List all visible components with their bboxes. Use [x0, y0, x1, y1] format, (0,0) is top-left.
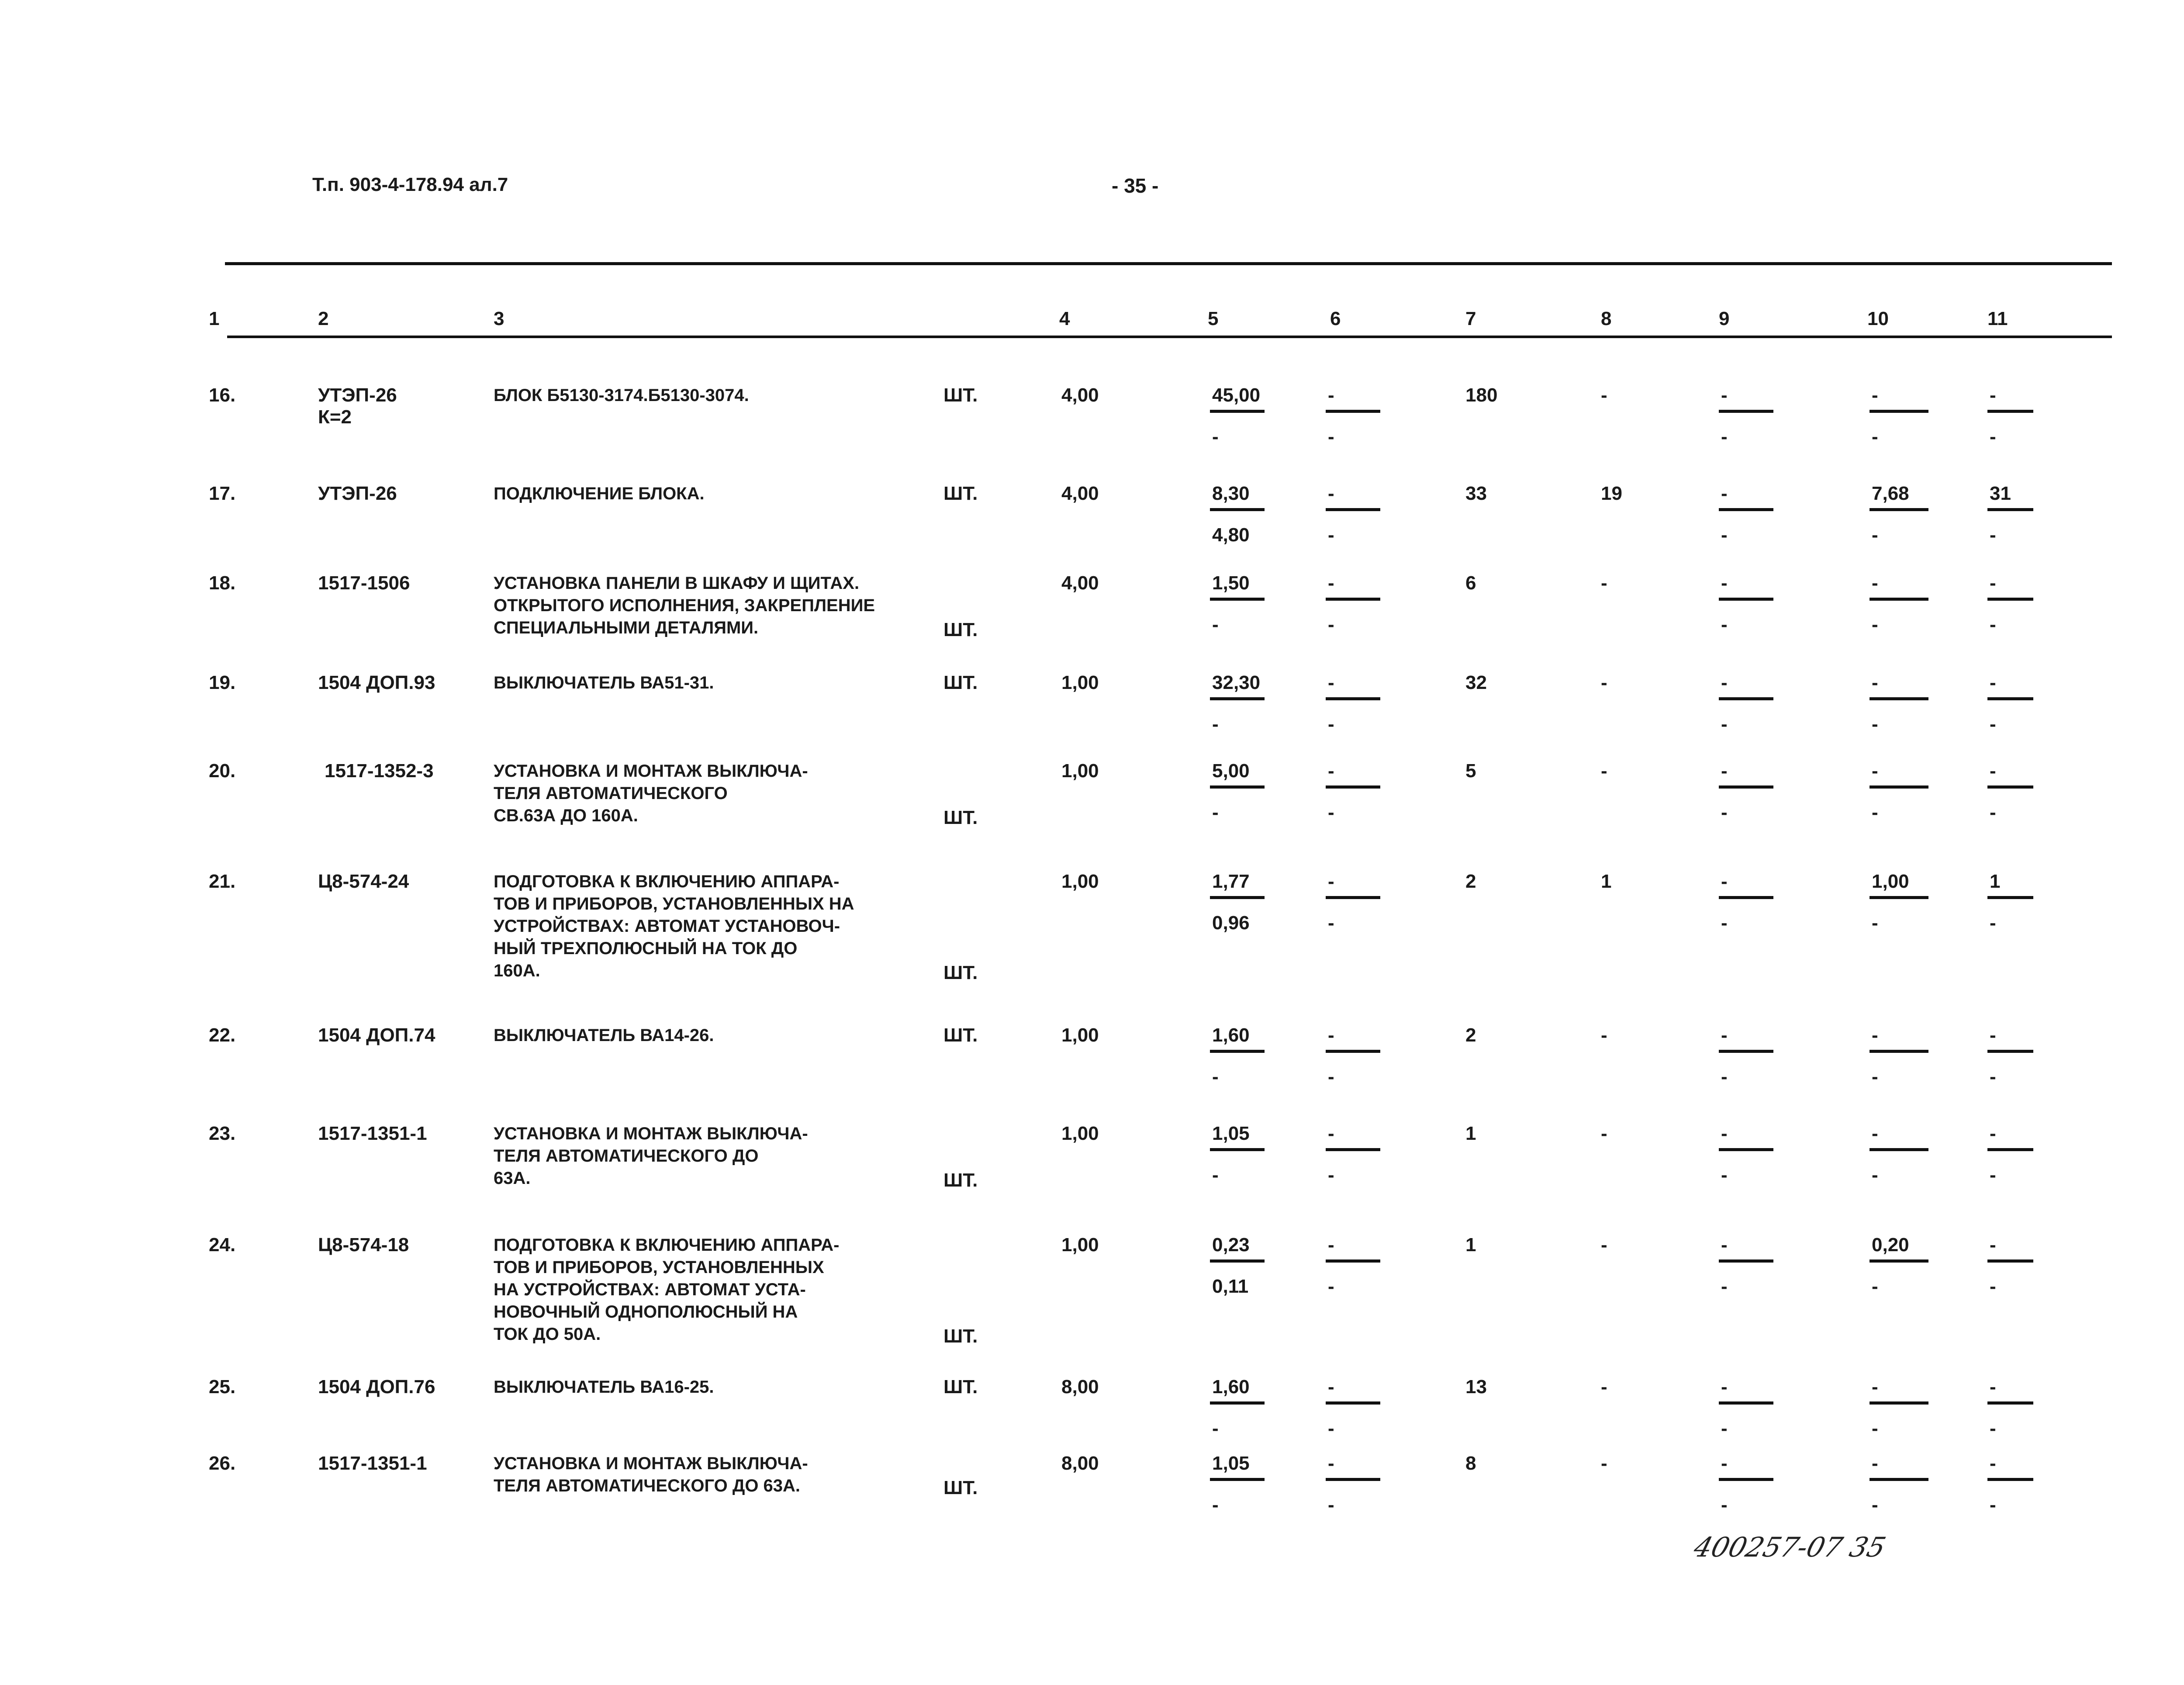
fraction-rule-c10 — [1870, 1050, 1928, 1053]
cell-c9-bottom: - — [1721, 524, 1728, 546]
fraction-rule-c9 — [1719, 896, 1773, 899]
fraction-rule-c11 — [1987, 598, 2033, 601]
cell-c10-top: - — [1872, 572, 1878, 594]
fraction-rule-c11 — [1987, 1478, 2033, 1481]
fraction-rule-c9 — [1719, 697, 1773, 700]
row-unit: ШТ. — [943, 1024, 978, 1046]
row-unit: ШТ. — [943, 1325, 978, 1347]
fraction-rule-c10 — [1870, 785, 1928, 789]
column-number-8: 8 — [1601, 308, 1612, 329]
document-reference: Т.п. 903-4-178.94 ал.7 — [312, 174, 508, 195]
row-code: 1504 ДОП.76 — [318, 1376, 435, 1398]
cell-c10-bottom: - — [1872, 713, 1878, 735]
cell-c10-top: 7,68 — [1872, 483, 1909, 504]
row-code: УТЭП-26 — [318, 384, 397, 406]
column-number-2: 2 — [318, 308, 329, 329]
row-number: 25. — [209, 1376, 236, 1398]
row-description-line: ТОВ И ПРИБОРОВ, УСТАНОВЛЕННЫХ НА — [494, 894, 854, 913]
cell-c9-top: - — [1721, 1376, 1728, 1398]
row-description-line: СВ.63А ДО 160А. — [494, 806, 638, 825]
cell-c10-top: - — [1872, 672, 1878, 693]
row-quantity: 1,00 — [1061, 760, 1099, 782]
cell-c6-bottom: - — [1328, 713, 1334, 735]
cell-c10-bottom: - — [1872, 1066, 1878, 1087]
cell-c6-bottom: - — [1328, 1164, 1334, 1186]
cell-c7: 13 — [1465, 1376, 1487, 1398]
fraction-rule-c9 — [1719, 1050, 1773, 1053]
cell-c9-top: - — [1721, 384, 1728, 406]
row-description-line: ПОДГОТОВКА К ВКЛЮЧЕНИЮ АППАРА- — [494, 872, 840, 891]
fraction-rule-c6 — [1326, 598, 1380, 601]
cell-c11-bottom: - — [1990, 524, 1996, 546]
row-quantity: 1,00 — [1061, 672, 1099, 693]
cell-c6-bottom: - — [1328, 802, 1334, 823]
cell-c9-bottom: - — [1721, 1276, 1728, 1297]
cell-c11-top: - — [1990, 1376, 1996, 1398]
row-unit: ШТ. — [943, 962, 978, 983]
row-number: 24. — [209, 1234, 236, 1256]
handwritten-archive-number: 400257-07 35 — [1690, 1531, 1889, 1563]
cell-c11-bottom: - — [1990, 802, 1996, 823]
cell-c6-bottom: - — [1328, 1276, 1334, 1297]
fraction-rule-c5 — [1210, 697, 1265, 700]
column-number-6: 6 — [1330, 308, 1341, 329]
row-description-line: УСТАНОВКА И МОНТАЖ ВЫКЛЮЧА- — [494, 761, 808, 781]
cell-c6-bottom: - — [1328, 614, 1334, 635]
cell-c11-bottom: - — [1990, 1418, 1996, 1439]
fraction-rule-c5 — [1210, 1478, 1265, 1481]
cell-c9-bottom: - — [1721, 1418, 1728, 1439]
row-quantity: 1,00 — [1061, 871, 1099, 892]
row-quantity: 4,00 — [1061, 572, 1099, 594]
cell-c10-bottom: - — [1872, 802, 1878, 823]
cell-c11-top: - — [1990, 1234, 1996, 1256]
row-unit: ШТ. — [943, 384, 978, 406]
fraction-rule-c5 — [1210, 1401, 1265, 1405]
cell-c5-top: 45,00 — [1212, 384, 1261, 406]
cell-c10-bottom: - — [1872, 614, 1878, 635]
cell-c9-top: - — [1721, 1453, 1728, 1474]
cell-c8: - — [1601, 760, 1607, 782]
row-unit: ШТ. — [943, 1169, 978, 1191]
cell-c11-top: - — [1990, 1123, 1996, 1144]
row-description-line: НОВОЧНЫЙ ОДНОПОЛЮСНЫЙ НА — [494, 1302, 798, 1322]
cell-c6-bottom: - — [1328, 426, 1334, 447]
fraction-rule-c6 — [1326, 1259, 1380, 1263]
column-number-9: 9 — [1719, 308, 1730, 329]
fraction-rule-c10 — [1870, 508, 1928, 511]
cell-c6-top: - — [1328, 760, 1334, 782]
column-number-4: 4 — [1059, 308, 1070, 329]
fraction-rule-c5 — [1210, 1148, 1265, 1151]
row-quantity: 8,00 — [1061, 1376, 1099, 1398]
cell-c7: 33 — [1465, 483, 1487, 504]
cell-c9-bottom: - — [1721, 912, 1728, 934]
cell-c6-top: - — [1328, 384, 1334, 406]
row-quantity: 8,00 — [1061, 1453, 1099, 1474]
cell-c5-bottom: - — [1212, 614, 1219, 635]
cell-c10-top: - — [1872, 1024, 1878, 1046]
cell-c5-top: 1,60 — [1212, 1376, 1250, 1398]
cell-c9-top: - — [1721, 1123, 1728, 1144]
cell-c8: - — [1601, 384, 1607, 406]
cell-c5-bottom: - — [1212, 1494, 1219, 1515]
cell-c10-bottom: - — [1872, 1276, 1878, 1297]
fraction-rule-c6 — [1326, 785, 1380, 789]
row-description-line: УСТАНОВКА И МОНТАЖ ВЫКЛЮЧА- — [494, 1124, 808, 1143]
fraction-rule-c6 — [1326, 508, 1380, 511]
row-unit: ШТ. — [943, 483, 978, 504]
cell-c11-bottom: - — [1990, 1494, 1996, 1515]
cell-c8: - — [1601, 1024, 1607, 1046]
cell-c5-top: 32,30 — [1212, 672, 1261, 693]
fraction-rule-c6 — [1326, 1050, 1380, 1053]
cell-c8: 19 — [1601, 483, 1622, 504]
cell-c7: 32 — [1465, 672, 1487, 693]
row-unit: ШТ. — [943, 619, 978, 640]
cell-c6-bottom: - — [1328, 1494, 1334, 1515]
fraction-rule-c9 — [1719, 1478, 1773, 1481]
cell-c11-top: 1 — [1990, 871, 2001, 892]
row-number: 23. — [209, 1123, 236, 1144]
fraction-rule-c10 — [1870, 1259, 1928, 1263]
cell-c5-bottom: - — [1212, 1164, 1219, 1186]
cell-c10-bottom: - — [1872, 912, 1878, 934]
cell-c5-bottom: 0,11 — [1212, 1276, 1249, 1297]
fraction-rule-c10 — [1870, 1148, 1928, 1151]
cell-c8: - — [1601, 572, 1607, 594]
cell-c6-top: - — [1328, 871, 1334, 892]
row-code: УТЭП-26 — [318, 483, 397, 504]
cell-c11-bottom: - — [1990, 426, 1996, 447]
cell-c10-top: - — [1872, 1123, 1878, 1144]
cell-c5-bottom: - — [1212, 1066, 1219, 1087]
fraction-rule-c6 — [1326, 697, 1380, 700]
cell-c7: 2 — [1465, 871, 1476, 892]
cell-c5-bottom: - — [1212, 802, 1219, 823]
row-number: 20. — [209, 760, 236, 782]
cell-c10-top: - — [1872, 384, 1878, 406]
fraction-rule-c10 — [1870, 598, 1928, 601]
row-description-line: ТОК ДО 50А. — [494, 1325, 601, 1344]
row-code: Ц8-574-24 — [318, 871, 409, 892]
cell-c10-bottom: - — [1872, 1494, 1878, 1515]
cell-c9-top: - — [1721, 1024, 1728, 1046]
page-number: - 35 - — [1112, 174, 1159, 197]
fraction-rule-c11 — [1987, 785, 2033, 789]
cell-c11-bottom: - — [1990, 614, 1996, 635]
column-number-1: 1 — [209, 308, 220, 329]
row-code: 1504 ДОП.74 — [318, 1024, 435, 1046]
fraction-rule-c6 — [1326, 1401, 1380, 1405]
row-quantity: 1,00 — [1061, 1234, 1099, 1256]
cell-c8: - — [1601, 1376, 1607, 1398]
row-quantity: 1,00 — [1061, 1024, 1099, 1046]
fraction-rule-c11 — [1987, 1401, 2033, 1405]
column-number-10: 10 — [1867, 308, 1889, 329]
row-description-line: ПОДКЛЮЧЕНИЕ БЛОКА. — [494, 484, 705, 503]
row-number: 19. — [209, 672, 236, 693]
cell-c10-top: 0,20 — [1872, 1234, 1909, 1256]
fraction-rule-c5 — [1210, 508, 1265, 511]
cell-c10-top: - — [1872, 1376, 1878, 1398]
row-number: 17. — [209, 483, 236, 504]
cell-c5-top: 1,05 — [1212, 1453, 1250, 1474]
cell-c9-top: - — [1721, 572, 1728, 594]
fraction-rule-c9 — [1719, 598, 1773, 601]
fraction-rule-c11 — [1987, 508, 2033, 511]
row-description-line: ТЕЛЯ АВТОМАТИЧЕСКОГО — [494, 784, 728, 803]
fraction-rule-c10 — [1870, 410, 1928, 413]
row-description-line: ТОВ И ПРИБОРОВ, УСТАНОВЛЕННЫХ — [494, 1258, 824, 1277]
cell-c7: 1 — [1465, 1123, 1476, 1144]
row-code: Ц8-574-18 — [318, 1234, 409, 1256]
row-number: 21. — [209, 871, 236, 892]
row-description-line: ОТКРЫТОГО ИСПОЛНЕНИЯ, ЗАКРЕПЛЕНИЕ — [494, 596, 875, 615]
cell-c11-top: - — [1990, 1024, 1996, 1046]
fraction-rule-c10 — [1870, 896, 1928, 899]
row-description-line: НЫЙ ТРЕХПОЛЮСНЫЙ НА ТОК ДО — [494, 939, 798, 958]
row-number: 22. — [209, 1024, 236, 1046]
column-number-7: 7 — [1465, 308, 1476, 329]
fraction-rule-c10 — [1870, 1401, 1928, 1405]
row-description-line: ТЕЛЯ АВТОМАТИЧЕСКОГО ДО 63А. — [494, 1476, 801, 1495]
cell-c11-bottom: - — [1990, 1276, 1996, 1297]
row-code: 1504 ДОП.93 — [318, 672, 435, 693]
cell-c9-bottom: - — [1721, 426, 1728, 447]
row-description-line: ВЫКЛЮЧАТЕЛЬ ВА14-26. — [494, 1026, 714, 1045]
cell-c9-top: - — [1721, 1234, 1728, 1256]
cell-c5-bottom: - — [1212, 713, 1219, 735]
fraction-rule-c5 — [1210, 785, 1265, 789]
row-number: 18. — [209, 572, 236, 594]
cell-c11-top: - — [1990, 672, 1996, 693]
fraction-rule-c9 — [1719, 410, 1773, 413]
cell-c5-top: 1,50 — [1212, 572, 1250, 594]
cell-c8: - — [1601, 1234, 1607, 1256]
fraction-rule-c5 — [1210, 410, 1265, 413]
cell-c5-bottom: 4,80 — [1212, 524, 1250, 546]
fraction-rule-c10 — [1870, 697, 1928, 700]
cell-c9-top: - — [1721, 483, 1728, 504]
cell-c10-top: - — [1872, 1453, 1878, 1474]
cell-c9-top: - — [1721, 760, 1728, 782]
cell-c5-bottom: - — [1212, 426, 1219, 447]
row-number: 16. — [209, 384, 236, 406]
cell-c11-bottom: - — [1990, 912, 1996, 934]
cell-c7: 5 — [1465, 760, 1476, 782]
cell-c6-top: - — [1328, 1453, 1334, 1474]
cell-c11-top: - — [1990, 572, 1996, 594]
fraction-rule-c5 — [1210, 1050, 1265, 1053]
row-number: 26. — [209, 1453, 236, 1474]
cell-c11-top: 31 — [1990, 483, 2011, 504]
fraction-rule-c11 — [1987, 1259, 2033, 1263]
cell-c11-top: - — [1990, 1453, 1996, 1474]
cell-c5-top: 1,77 — [1212, 871, 1250, 892]
cell-c5-top: 1,60 — [1212, 1024, 1250, 1046]
cell-c11-bottom: - — [1990, 1066, 1996, 1087]
cell-c9-bottom: - — [1721, 1066, 1728, 1087]
cell-c8: - — [1601, 1453, 1607, 1474]
row-description-line: 160А. — [494, 961, 540, 980]
cell-c10-top: 1,00 — [1872, 871, 1909, 892]
cell-c5-bottom: 0,96 — [1212, 912, 1250, 934]
fraction-rule-c9 — [1719, 1401, 1773, 1405]
row-description-line: СПЕЦИАЛЬНЫМИ ДЕТАЛЯМИ. — [494, 618, 759, 637]
row-code: К=2 — [318, 406, 352, 428]
cell-c10-bottom: - — [1872, 524, 1878, 546]
cell-c9-bottom: - — [1721, 802, 1728, 823]
cell-c6-bottom: - — [1328, 1066, 1334, 1087]
cell-c9-bottom: - — [1721, 1494, 1728, 1515]
cell-c9-bottom: - — [1721, 614, 1728, 635]
row-code: 1517-1352-3 — [325, 760, 434, 782]
cell-c6-top: - — [1328, 1376, 1334, 1398]
row-unit: ШТ. — [943, 672, 978, 693]
row-description-line: ПОДГОТОВКА К ВКЛЮЧЕНИЮ АППАРА- — [494, 1235, 840, 1255]
row-unit: ШТ. — [943, 807, 978, 828]
cell-c6-top: - — [1328, 483, 1334, 504]
cell-c5-bottom: - — [1212, 1418, 1219, 1439]
row-description-line: УСТАНОВКА И МОНТАЖ ВЫКЛЮЧА- — [494, 1454, 808, 1473]
cell-c5-top: 5,00 — [1212, 760, 1250, 782]
row-description-line: ТЕЛЯ АВТОМАТИЧЕСКОГО ДО — [494, 1146, 759, 1166]
column-number-5: 5 — [1208, 308, 1219, 329]
row-description-line: ВЫКЛЮЧАТЕЛЬ ВА51-31. — [494, 673, 714, 692]
cell-c9-bottom: - — [1721, 1164, 1728, 1186]
cell-c6-top: - — [1328, 1024, 1334, 1046]
cell-c11-top: - — [1990, 760, 1996, 782]
table-header-rule — [227, 336, 2112, 338]
row-code: 1517-1506 — [318, 572, 410, 594]
row-code: 1517-1351-1 — [318, 1453, 427, 1474]
cell-c6-top: - — [1328, 1123, 1334, 1144]
cell-c6-top: - — [1328, 672, 1334, 693]
fraction-rule-c11 — [1987, 1050, 2033, 1053]
cell-c9-bottom: - — [1721, 713, 1728, 735]
row-quantity: 4,00 — [1061, 384, 1099, 406]
row-description-line: 63А. — [494, 1169, 531, 1188]
row-quantity: 4,00 — [1061, 483, 1099, 504]
fraction-rule-c9 — [1719, 508, 1773, 511]
cell-c11-top: - — [1990, 384, 1996, 406]
cell-c5-top: 0,23 — [1212, 1234, 1250, 1256]
cell-c11-bottom: - — [1990, 713, 1996, 735]
cell-c6-bottom: - — [1328, 524, 1334, 546]
row-description-line: НА УСТРОЙСТВАХ: АВТОМАТ УСТА- — [494, 1280, 806, 1299]
row-unit: ШТ. — [943, 1376, 978, 1398]
row-description-line: УСТРОЙСТВАХ: АВТОМАТ УСТАНОВОЧ- — [494, 917, 840, 936]
fraction-rule-c6 — [1326, 410, 1380, 413]
fraction-rule-c9 — [1719, 1259, 1773, 1263]
fraction-rule-c11 — [1987, 410, 2033, 413]
cell-c10-bottom: - — [1872, 426, 1878, 447]
cell-c11-bottom: - — [1990, 1164, 1996, 1186]
fraction-rule-c6 — [1326, 896, 1380, 899]
cell-c5-top: 8,30 — [1212, 483, 1250, 504]
fraction-rule-c5 — [1210, 896, 1265, 899]
row-unit: ШТ. — [943, 1477, 978, 1498]
cell-c6-bottom: - — [1328, 912, 1334, 934]
fraction-rule-c11 — [1987, 896, 2033, 899]
cell-c9-top: - — [1721, 871, 1728, 892]
fraction-rule-c6 — [1326, 1478, 1380, 1481]
row-description-line: БЛОК Б5130-3174.Б5130-3074. — [494, 386, 749, 405]
row-quantity: 1,00 — [1061, 1123, 1099, 1144]
fraction-rule-c10 — [1870, 1478, 1928, 1481]
cell-c10-bottom: - — [1872, 1164, 1878, 1186]
fraction-rule-c5 — [1210, 1259, 1265, 1263]
fraction-rule-c9 — [1719, 785, 1773, 789]
row-description-line: УСТАНОВКА ПАНЕЛИ В ШКАФУ И ЩИТАХ. — [494, 574, 860, 593]
cell-c9-top: - — [1721, 672, 1728, 693]
cell-c7: 1 — [1465, 1234, 1476, 1256]
column-number-11: 11 — [1987, 308, 2008, 329]
fraction-rule-c6 — [1326, 1148, 1380, 1151]
fraction-rule-c11 — [1987, 1148, 2033, 1151]
cell-c7: 2 — [1465, 1024, 1476, 1046]
cell-c10-top: - — [1872, 760, 1878, 782]
cell-c7: 6 — [1465, 572, 1476, 594]
row-code: 1517-1351-1 — [318, 1123, 427, 1144]
cell-c8: - — [1601, 672, 1607, 693]
table-top-rule — [225, 262, 2112, 265]
row-description-line: ВЫКЛЮЧАТЕЛЬ ВА16-25. — [494, 1377, 714, 1397]
cell-c7: 180 — [1465, 384, 1498, 406]
fraction-rule-c9 — [1719, 1148, 1773, 1151]
cell-c6-top: - — [1328, 1234, 1334, 1256]
cell-c8: - — [1601, 1123, 1607, 1144]
cell-c10-bottom: - — [1872, 1418, 1878, 1439]
fraction-rule-c5 — [1210, 598, 1265, 601]
fraction-rule-c11 — [1987, 697, 2033, 700]
column-number-3: 3 — [494, 308, 505, 329]
cell-c6-top: - — [1328, 572, 1334, 594]
cell-c5-top: 1,05 — [1212, 1123, 1250, 1144]
cell-c8: 1 — [1601, 871, 1612, 892]
cell-c7: 8 — [1465, 1453, 1476, 1474]
cell-c6-bottom: - — [1328, 1418, 1334, 1439]
